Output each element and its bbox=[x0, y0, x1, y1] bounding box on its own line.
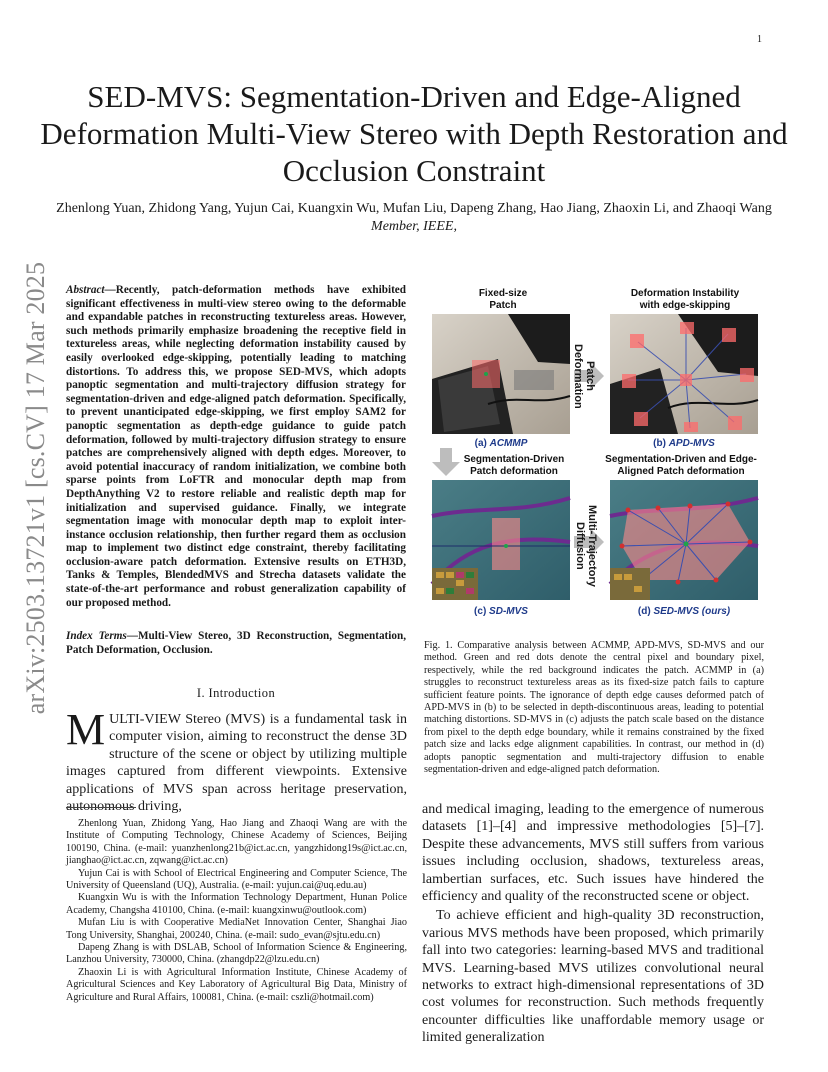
intro-text: ULTI-VIEW Stereo (MVS) is a fundamental task in computer vision, aiming to reconstruct the dense 3D structure of the scene or object by utilizing multiple images captured from different viewpoints. Extensive applications of MVS span across heritage preservation, autonomous driving, bbox=[66, 712, 407, 815]
label-fixed-size-patch: Fixed-size Patch bbox=[478, 288, 528, 311]
author-list bbox=[48, 200, 780, 236]
footnote: Mufan Liu is with Cooperative MediaNet Innovation Center, Shanghai Jiao Tong University, Shanghai, 200240, China. (e-mail: sudo_evan@sjtu.edu.cn) bbox=[66, 917, 407, 941]
label-multi-trajectory-diffusion: Multi-Trajectory Diffusion bbox=[574, 505, 598, 587]
page-number: 1 bbox=[757, 34, 762, 45]
subcaption-c-index: (c) bbox=[474, 606, 490, 617]
subcaption-b-name: APD-MVS bbox=[668, 438, 715, 449]
abstract-text: —Recently, patch-deformation methods have exhibited significant effectiveness in multi-view stereo owing to the deformable and expandable patches in reconstructing textureless areas. However, such methods primarily emphasize broadening the receptive field in textureless areas, while neglecting deformation instability caused by easily overlooked edge-skipping, potentially leading to matching distortions. To address this, we propose SED-MVS, which adopts panoptic segmentation and multi-trajectory diffusion strategy for segmentation-driven and edge-aligned patch deformation. Specifically, to prevent unanticipated edge-skipping, we first employ SAM2 for panoptic segmentation as depth-edge guidance to guide patch deformation, followed by multi-trajectory diffusion strategy to ensure patches are comprehensively aligned with depth edges. Moreover, to avoid potential inaccuracy of random initialization, we combine both sparse points from LoFTR and monocular depth map from DepthAnything V2 to restore reliable and realistic depth map for initialization and supervised guidance. Finally, we integrate segmentation image with monocular depth map to exploit inter-instance occlusion relationship, then further regard them as occlusion map to implement two distinct edge constraint, thereby facilitating occlusion-aware patch deformation. Extensive results on ETH3D, Tanks & Temples, BlendedMVS and Strecha datasets validate the state-of-the-art performance and robust generalization capability of our proposed method. bbox=[66, 284, 406, 609]
body-paragraph: To achieve efficient and high-quality 3D reconstruction, various MVS methods have been proposed, which primarily fall into two categories: learning-based MVS and traditional MVS. Learning-based MVS utilizes convolutional neural networks to extract high-dimensional representations of 3D cost volumes for reconstruction. Such methods frequently encounter difficulties like unaffordable memory usage or limited generalization bbox=[422, 908, 764, 1046]
paper-title: SED-MVS: Segmentation-Driven and Edge-Aligned Deformation Multi-View Stereo with Depth Restoration and Occlusion Constraint bbox=[40, 79, 788, 188]
footnote-rule bbox=[66, 807, 136, 808]
footnotes bbox=[66, 818, 407, 1004]
index-terms bbox=[66, 630, 406, 657]
subcaption-d bbox=[610, 606, 758, 618]
footnote: Zhaoxin Li is with Agricultural Information Institute, Chinese Academy of Agricultural Sciences and Key Laboratory of Agricultural Big Data, Ministry of Agriculture and Rural Affairs, 100081, China. (e-mail: cszli@hotmail.com) bbox=[66, 966, 407, 1003]
subcaption-b-index: (b) bbox=[653, 438, 669, 449]
arxiv-watermark: arXiv:2503.13721v1 [cs.CV] 17 Mar 2025 bbox=[21, 261, 50, 715]
subcaption-d-name: SED-MVS (ours) bbox=[653, 606, 731, 617]
subcaption-c bbox=[432, 606, 570, 618]
body-paragraph: and medical imaging, leading to the emergence of numerous datasets [1]–[4] and impressive methodologies [5]–[7]. Despite these advancements, MVS still suffers from various issues including occlusion, shadows, textureless areas, lambertian surfaces, etc. Such issues have hindered the efficiency and quality of the reconstructed scene or object. bbox=[422, 802, 764, 905]
panel-b-photo bbox=[610, 314, 758, 434]
label-patch-deformation: Patch Deformation bbox=[572, 343, 596, 409]
label-deformation-instability: Deformation Instability with edge-skipping bbox=[630, 288, 740, 311]
footnote: Kuangxin Wu is with the Information Technology Department, Hunan Police Academy, Changsha 410100, China. (e-mail: kuangxinwu@outlook.com) bbox=[66, 892, 407, 916]
panel-c-photo bbox=[432, 480, 570, 600]
subcaption-a-name: ACMMP bbox=[489, 438, 528, 449]
footnote: Zhenlong Yuan, Zhidong Yang, Hao Jiang and Zhaoqi Wang are with the Institute of Computing Technology, Chinese Academy of Sciences, Beijing 100190, China. (e-mail: yuanzhenlong21b@ict.ac.cn, yangzhidong19s@ict.ac.cn, jianghao@ict.ac.cn, zqwang@ict.ac.cn) bbox=[66, 818, 407, 867]
subcaption-c-name: SD-MVS bbox=[489, 606, 528, 617]
section-heading: I. Introduction bbox=[196, 686, 276, 700]
abstract-label: Abstract bbox=[66, 284, 105, 296]
author-membership: Member, IEEE, bbox=[371, 219, 457, 234]
index-terms-text: —Multi-View Stereo, 3D Reconstruction, Segmentation, Patch Deformation, Occlusion. bbox=[66, 630, 406, 656]
index-terms-label: Index Terms bbox=[66, 630, 127, 642]
figure-caption: Fig. 1. Comparative analysis between ACMMP, APD-MVS, SD-MVS and our method. Green and red dots denote the central pixel and boundary pixel, respectively, while the red background indicates the patch. ACMMP in (a) struggles to reconstruct textureless areas as its fixed-size patch fails to capture sufficient feature points. The ignorance of depth edge causes deformed patch of APD-MVS in (b) to be selected in depth-discontinuous areas, leading to potential matching distortions. SD-MVS in (c) adjusts the patch scale based on the distance from pixel to the depth edge boundary, while it remains constrained by the fixed patch size and lacks edge alignment capabilities. In contrast, our method in (d) adopts panoptic segmentation and multi-trajectory diffusion to enable segmentation-driven and edge-aligned patch deformation. bbox=[424, 640, 764, 776]
label-segmentation-edge-aligned: Segmentation-Driven and Edge- Aligned Patch deformation bbox=[605, 454, 757, 477]
subcaption-a-index: (a) bbox=[474, 438, 490, 449]
subcaption-d-index: (d) bbox=[637, 606, 654, 617]
subcaption-b bbox=[610, 438, 758, 450]
drop-cap: M bbox=[66, 705, 106, 754]
panel-d-photo bbox=[610, 480, 758, 600]
footnote: Yujun Cai is with School of Electrical Engineering and Computer Science, The University of Queensland (UQ), Australia. (e-mail: yujun.cai@uq.edu.au) bbox=[66, 867, 407, 892]
footnote: Dapeng Zhang is with DSLAB, School of Information Science & Engineering, Lanzhou University, 730000, China. (zhangdp22@lzu.edu.cn) bbox=[66, 942, 407, 966]
label-segmentation-driven: Segmentation-Driven Patch deformation bbox=[463, 454, 565, 477]
intro-paragraph bbox=[66, 705, 407, 815]
figure-1 bbox=[428, 284, 764, 636]
author-names: Zhenlong Yuan, Zhidong Yang, Yujun Cai, Kuangxin Wu, Mufan Liu, Dapeng Zhang, Hao Jiang, Zhaoxin Li, and Zhaoqi Wang bbox=[56, 201, 772, 216]
abstract bbox=[66, 284, 406, 610]
subcaption-a bbox=[432, 438, 570, 450]
right-column-text bbox=[422, 801, 764, 1047]
panel-a-photo bbox=[432, 314, 570, 434]
